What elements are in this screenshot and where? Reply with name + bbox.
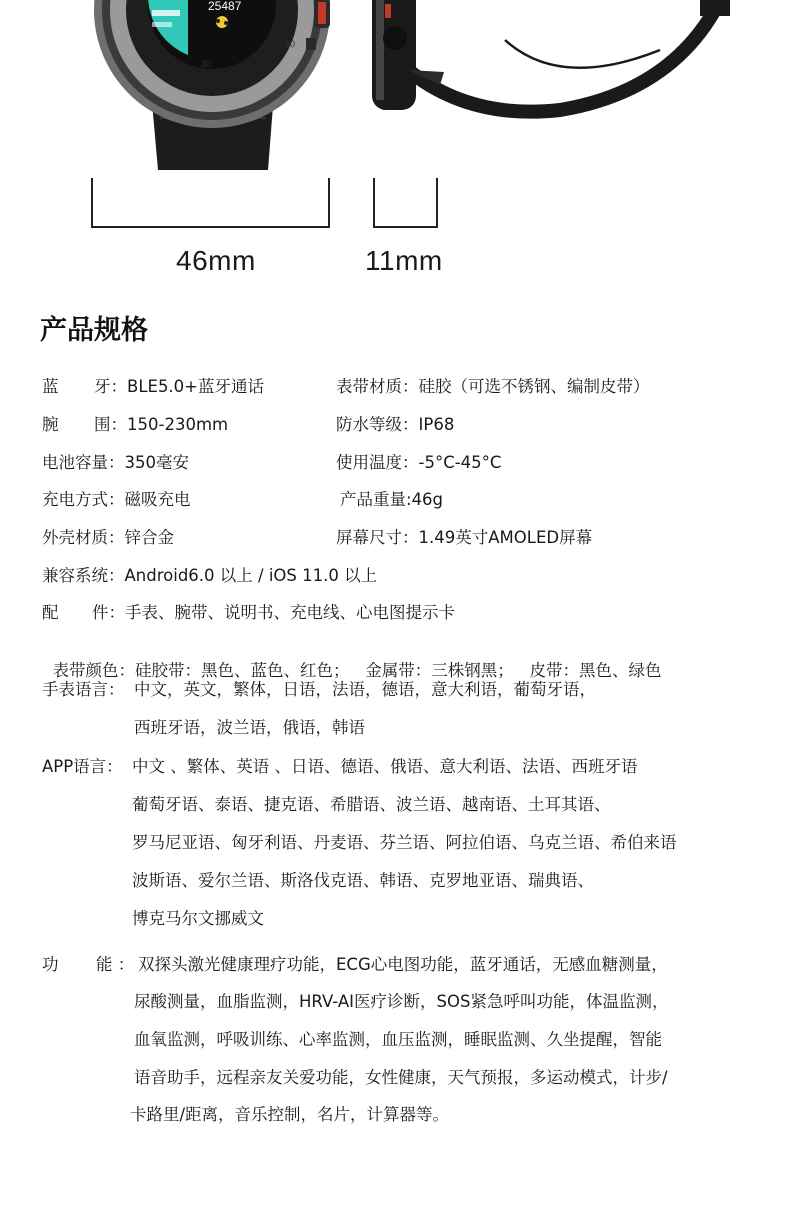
spec-charging: 充电方式：磁吸充电 (42, 490, 191, 509)
spec-accessories: 配 件：手表、腕带、说明书、充电线、心电图提示卡 (42, 603, 455, 622)
spec-app-lang-line: 波斯语、爱尔兰语、斯洛伐克语、韩语、克罗地亚语、瑞典语、 (132, 871, 594, 890)
spec-watch-lang-label: 手表语言： (42, 680, 125, 699)
spec-watch-lang-line: 西班牙语，波兰语，俄语，韩语 (134, 718, 365, 737)
product-image (0, 0, 790, 170)
spec-waterproof: 防水等级：IP68 (336, 415, 455, 434)
spec-compat: 兼容系统：Android6.0 以上 / iOS 11.0 以上 (42, 566, 378, 585)
spec-battery: 电池容量：350毫安 (42, 453, 189, 472)
spec-functions-line: 尿酸测量，血脂监测，HRV-AI医疗诊断，SOS紧急呼叫功能，体温监测， (134, 992, 669, 1011)
steps-readout: 25487 (208, 0, 242, 13)
spec-strap-colors: 表带颜色：硅胶带：黑色、蓝色、红色； 金属带：三株钢黑； 皮带：黑色、绿色 (52, 661, 662, 680)
spec-functions-line: 血氧监测，呼吸训练、心率监测，血压监测，睡眠监测、久坐提醒，智能 (134, 1030, 662, 1049)
spec-app-lang-line: 中文 、繁体、英语 、日语、德语、俄语、意大利语、法语、西班牙语 (132, 757, 638, 776)
spec-app-lang-label: APP语言： (42, 757, 123, 776)
watch-illustration (0, 0, 790, 170)
spec-case: 外壳材质：锌合金 (42, 528, 174, 547)
spec-wrist: 腕 围：150-230mm (42, 415, 229, 434)
spec-strap-material: 表带材质：硅胶（可选不锈钢、编制皮带） (336, 377, 650, 396)
width-dimension-bracket (91, 178, 330, 228)
depth-dimension-bracket (373, 178, 438, 228)
spec-app-lang-line: 罗马尼亚语、匈牙利语、丹麦语、芬兰语、阿拉伯语、乌克兰语、希伯来语 (132, 833, 677, 852)
section-title: 产品规格 (40, 315, 148, 346)
spec-functions-label: 功 能 ： (42, 955, 135, 974)
svg-text:50: 50 (285, 39, 296, 49)
spec-bluetooth: 蓝 牙：BLE5.0+蓝牙通话 (42, 377, 265, 396)
spec-app-lang-line: 博克马尔文挪威文 (132, 909, 264, 928)
spec-screen: 屏幕尺寸：1.49英寸AMOLED屏幕 (336, 528, 593, 547)
spec-app-lang-line: 葡萄牙语、泰语、捷克语、希腊语、波兰语、越南语、土耳其语、 (132, 795, 611, 814)
spec-watch-lang-line: 中文，英文，繁体，日语，法语，德语，意大利语，葡萄牙语， (134, 680, 596, 699)
spec-functions-line: 卡路里/距离，音乐控制，名片，计算器等。 (130, 1105, 450, 1124)
depth-dimension-label: 11mm (365, 245, 443, 276)
spec-weight: 产品重量:46g (340, 490, 444, 509)
spec-temperature: 使用温度：-5°C-45°C (336, 453, 502, 472)
spec-functions-line: 双探头激光健康理疗功能，ECG心电图功能，蓝牙通话，无感血糖测量， (138, 955, 668, 974)
svg-text:30: 30 (201, 59, 212, 69)
width-dimension-label: 46mm (176, 245, 256, 276)
watch-side-view (372, 0, 730, 112)
spec-functions-line: 语音助手，远程亲友关爱功能，女性健康，天气预报，多运动模式，计步/ (134, 1068, 668, 1087)
